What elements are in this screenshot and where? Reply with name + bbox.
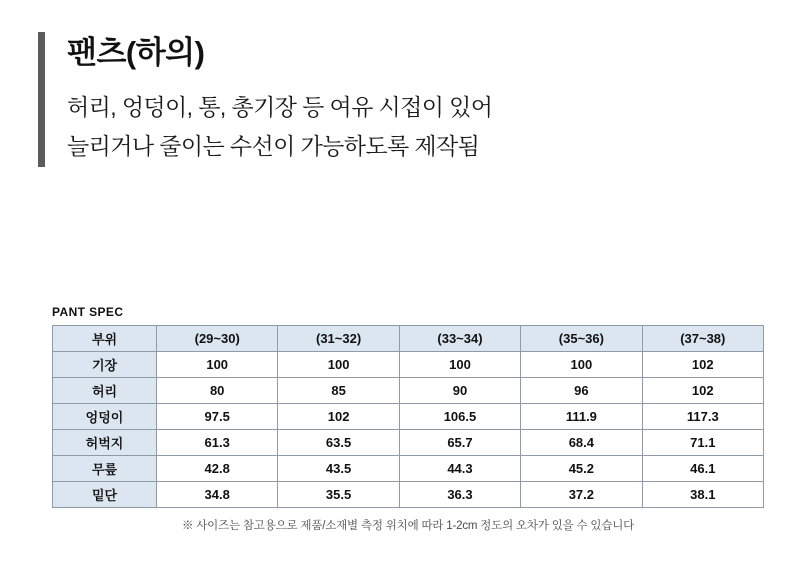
table-cell: 38.1 — [642, 482, 763, 508]
row-header: 허리 — [53, 378, 157, 404]
table-corner-header: 부위 — [53, 326, 157, 352]
table-row — [53, 404, 764, 430]
table-cell: 45.2 — [521, 456, 642, 482]
size-disclaimer-note: ※ 사이즈는 참고용으로 제품/소재별 측정 위치에 따라 1-2cm 정도의 오차가 있을 수 있습니다 — [181, 520, 635, 532]
table-cell: 44.3 — [399, 456, 520, 482]
table-cell: 97.5 — [157, 404, 278, 430]
pant-spec-table — [52, 325, 764, 508]
row-header: 밑단 — [53, 482, 157, 508]
table-cell: 80 — [157, 378, 278, 404]
table-cell: 43.5 — [278, 456, 399, 482]
table-header-row — [53, 326, 764, 352]
row-header: 엉덩이 — [53, 404, 157, 430]
row-header: 무릎 — [53, 456, 157, 482]
table-row — [53, 430, 764, 456]
column-header: (29~30) — [157, 326, 278, 352]
table-cell: 102 — [642, 352, 763, 378]
column-header: (31~32) — [278, 326, 399, 352]
header-accent-bar — [38, 32, 45, 167]
table-cell: 96 — [521, 378, 642, 404]
table-cell: 42.8 — [157, 456, 278, 482]
row-header: 허벅지 — [53, 430, 157, 456]
table-row — [53, 378, 764, 404]
table-cell: 106.5 — [399, 404, 520, 430]
column-header: (35~36) — [521, 326, 642, 352]
table-cell: 102 — [278, 404, 399, 430]
table-row — [53, 456, 764, 482]
table-cell: 100 — [278, 352, 399, 378]
table-cell: 100 — [521, 352, 642, 378]
table-cell: 36.3 — [399, 482, 520, 508]
page-title: 팬츠(하의) — [67, 35, 205, 70]
table-cell: 37.2 — [521, 482, 642, 508]
header-block — [38, 32, 492, 167]
header-subtitle-line-2: 늘리거나 줄이는 수선이 가능하도록 제작됨 — [67, 133, 480, 160]
table-cell: 68.4 — [521, 430, 642, 456]
pant-spec-section — [52, 305, 764, 533]
column-header: (33~34) — [399, 326, 520, 352]
table-cell: 35.5 — [278, 482, 399, 508]
table-cell: 111.9 — [521, 404, 642, 430]
table-cell: 46.1 — [642, 456, 763, 482]
table-cell: 34.8 — [157, 482, 278, 508]
table-row — [53, 352, 764, 378]
table-cell: 65.7 — [399, 430, 520, 456]
table-cell: 100 — [157, 352, 278, 378]
table-cell: 117.3 — [642, 404, 763, 430]
header-subtitle-line-1: 허리, 엉덩이, 통, 총기장 등 여유 시접이 있어 — [67, 93, 493, 120]
column-header: (37~38) — [642, 326, 763, 352]
row-header: 기장 — [53, 352, 157, 378]
table-cell: 63.5 — [278, 430, 399, 456]
table-cell: 61.3 — [157, 430, 278, 456]
table-cell: 85 — [278, 378, 399, 404]
table-row — [53, 482, 764, 508]
table-cell: 71.1 — [642, 430, 763, 456]
spec-table-label: PANT SPEC — [52, 305, 124, 319]
table-cell: 90 — [399, 378, 520, 404]
table-cell: 102 — [642, 378, 763, 404]
header-text — [67, 32, 492, 167]
table-cell: 100 — [399, 352, 520, 378]
